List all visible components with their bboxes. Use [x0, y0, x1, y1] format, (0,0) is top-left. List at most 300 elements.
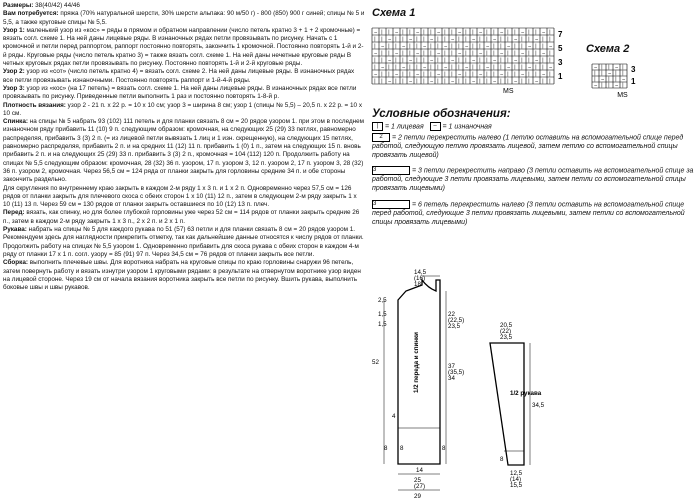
sleeve-label: 1/2 рукава: [510, 390, 542, 397]
stitch-symbol: –: [395, 29, 399, 36]
sleeve-top-1: 20,5: [500, 322, 513, 329]
stitch-symbol: –: [594, 82, 598, 89]
stitch-symbol: –: [472, 36, 476, 43]
stitch-symbol: |: [416, 36, 418, 43]
stitch-symbol: |: [500, 64, 502, 71]
stitch-symbol: |: [409, 29, 411, 36]
stitch-symbol: |: [521, 36, 523, 43]
stitch-symbol: |: [479, 78, 481, 85]
stitch-symbol: |: [465, 50, 467, 57]
body-right-dim-3: 23,5: [448, 323, 461, 330]
stitch-symbol: |: [374, 78, 376, 85]
row-number: 1: [558, 72, 563, 81]
body-left-dim-3: 1,5: [378, 321, 387, 328]
sleeve-top-3: 23,5: [500, 334, 513, 341]
stitch-symbol: |: [381, 36, 383, 43]
body-hem-2: 8: [400, 445, 404, 452]
stitch-symbol: –: [430, 57, 434, 64]
sleeve-diagram: [480, 315, 560, 499]
instruction-label: Узор 2:: [3, 68, 25, 76]
instruction-text: пряжа (70% натуральной шерсти, 30% шерсти альпака: 90 м/50 г) - 800 (850) 900 г синей; спицы № 5 и 5,5, а также круговые спицы № 5,5.: [3, 10, 365, 26]
body-label: 1/2 переда и спинки: [413, 332, 420, 393]
body-right-dim-5: (35,5): [448, 369, 465, 376]
instruction-label: Перед:: [3, 209, 25, 217]
stitch-symbol: |: [542, 64, 544, 71]
cross3r-symbol-icon: 3: [372, 166, 410, 175]
legend-cross2-text: = 2 петли перекрестить налево (1 петлю оставить на вспомогательной спице перед работой, следующую петлю провязать лицевой, затем петлю со вспомогательной спицы провязать лицевой): [372, 134, 684, 160]
stitch-symbol: –: [402, 64, 406, 71]
stitch-symbol: |: [458, 57, 460, 64]
stitch-symbol: |: [615, 76, 617, 83]
instruction-label: Рукава:: [3, 226, 27, 234]
stitch-symbol: –: [458, 50, 462, 57]
stitch-symbol: |: [416, 57, 418, 64]
stitch-symbol: |: [507, 29, 509, 36]
body-right-dim-6: 34: [448, 375, 455, 382]
stitch-symbol: |: [423, 57, 425, 64]
instruction-text: вязать, как спинку, но для более глубокой горловины уже через 52 см = 114 рядов от планки закрыть средние 26 п., затем в каждом 2-м ряду закрыть 1 x 3 п., 2 x 2 п. и 2 x 1 п.: [3, 209, 360, 225]
stitch-symbol: –: [535, 57, 539, 64]
stitch-symbol: |: [395, 78, 397, 85]
stitch-symbol: |: [451, 29, 453, 36]
stitch-symbol: –: [493, 36, 497, 43]
instruction-paragraph: [3, 118, 365, 184]
stitch-symbol: –: [423, 64, 427, 71]
knit-symbol-icon: |: [372, 122, 383, 131]
stitch-symbol: |: [388, 29, 390, 36]
body-right-dim-2: (22,5): [448, 317, 465, 324]
stitch-symbol: |: [622, 70, 624, 77]
stitch-symbol: –: [430, 36, 434, 43]
instruction-paragraph: [3, 27, 365, 68]
stitch-symbol: |: [409, 50, 411, 57]
instruction-label: Размеры:: [3, 2, 34, 9]
stitch-symbol: |: [493, 64, 495, 71]
stitch-symbol: |: [444, 78, 446, 85]
stitch-symbol: –: [388, 36, 392, 43]
stitch-symbol: |: [402, 29, 404, 36]
stitch-symbol: –: [451, 78, 455, 85]
instruction-label: Узор 3:: [3, 84, 25, 92]
stitch-symbol: –: [507, 64, 511, 71]
body-left-dim-1: 2,5: [378, 297, 387, 304]
stitch-symbol: |: [458, 78, 460, 85]
sleeve-top-2: (22): [500, 328, 512, 335]
stitch-symbol: –: [500, 29, 504, 36]
stitch-symbol: –: [402, 43, 406, 50]
instruction-paragraph: [3, 185, 365, 210]
stitch-symbol: |: [465, 57, 467, 64]
stitch-symbol: |: [451, 50, 453, 57]
stitch-symbol: –: [493, 57, 497, 64]
stitch-symbol: |: [601, 64, 603, 71]
stitch-symbol: –: [549, 43, 553, 50]
stitch-symbol: |: [430, 29, 432, 36]
stitch-symbol: |: [594, 70, 596, 77]
stitch-symbol: –: [535, 36, 539, 43]
stitch-symbol: |: [416, 78, 418, 85]
stitch-symbol: |: [395, 57, 397, 64]
stitch-symbol: |: [542, 57, 544, 64]
stitch-symbol: |: [430, 50, 432, 57]
sleeve-bottom-2: (14): [510, 476, 522, 483]
instruction-text: 38(40/42) 44/46: [33, 2, 80, 9]
stitch-symbol: |: [507, 78, 509, 85]
stitch-symbol: –: [430, 78, 434, 85]
instruction-text: выполнить плечевые швы. Для воротника набрать на круговые спицы по краю горловины снаружи 96 петель, затем повернуть работу и вязать изнутри узором 1 круговыми рядами: в результате на отвернутом воротнике узор виден на лицевой стороне. Через 19 см от начала вязания воротника закрыть все петли по рисунку. Вшить рукава, выполнить боковые швы и швы рукавов.: [3, 259, 361, 292]
stitch-symbol: |: [444, 50, 446, 57]
stitch-symbol: |: [507, 50, 509, 57]
stitch-symbol: |: [465, 71, 467, 78]
instruction-paragraph: [3, 68, 365, 85]
stitch-symbol: |: [451, 43, 453, 50]
row-number: 3: [631, 65, 636, 74]
stitch-symbol: –: [535, 78, 539, 85]
stitch-symbol: –: [514, 57, 518, 64]
stitch-symbol: |: [521, 57, 523, 64]
stitch-symbol: |: [472, 43, 474, 50]
stitch-symbol: |: [535, 64, 537, 71]
body-right-dim-1: 22: [448, 311, 455, 318]
stitch-symbol: –: [514, 78, 518, 85]
stitch-symbol: –: [500, 71, 504, 78]
stitch-symbol: |: [423, 78, 425, 85]
stitch-symbol: –: [493, 78, 497, 85]
instruction-label: Плотность вязания:: [3, 101, 66, 109]
stitch-symbol: |: [437, 43, 439, 50]
body-waist: 4: [392, 413, 396, 420]
stitch-symbol: |: [402, 71, 404, 78]
stitch-symbol: |: [514, 43, 516, 50]
stitch-symbol: –: [381, 43, 385, 50]
stitch-symbol: |: [535, 71, 537, 78]
stitch-symbol: |: [514, 50, 516, 57]
stitch-symbol: |: [430, 64, 432, 71]
stitch-symbol: –: [465, 64, 469, 71]
stitch-symbol: |: [458, 43, 460, 50]
stitch-symbol: |: [507, 36, 509, 43]
legend-cross3r: [372, 166, 698, 193]
stitch-symbol: –: [542, 29, 546, 36]
instruction-text: маленький узор из «кос» = ряды в прямом и обратном направлении (число петель кратно 3 + 1 + 2 кромочные) = вязать согл. схеме 1. На ней даны лицевые ряды. В изнаночных рядах петли провязывать по рисунку. Начать с 1 кромочной и петли перед раппортом, раппорт постоянно повторять, закончить 1 кромочной. Постоянно повторять 1-й и 2-й ряды. Круговые ряды (число петель кратно 3) = также вязать согл. схеме 1. На ней даны нечетные круговые ряды В четных круговых рядах петли провязывать по рисунку. Постоянно повторять 1-й и 2-й круговые ряды.: [3, 26, 364, 68]
stitch-symbol: |: [423, 50, 425, 57]
stitch-symbol: |: [444, 29, 446, 36]
stitch-symbol: –: [451, 36, 455, 43]
stitch-symbol: –: [528, 43, 532, 50]
legend-knit: = 1 лицевая: [384, 123, 424, 131]
stitch-symbol: |: [500, 57, 502, 64]
stitch-symbol: |: [409, 43, 411, 50]
stitch-symbol: –: [416, 50, 420, 57]
stitch-symbol: |: [374, 57, 376, 64]
instructions-text: [3, 2, 365, 292]
stitch-symbol: |: [437, 78, 439, 85]
stitch-symbol: –: [444, 64, 448, 71]
stitch-symbol: |: [395, 64, 397, 71]
stitch-symbol: |: [601, 82, 603, 89]
stitch-symbol: –: [416, 29, 420, 36]
stitch-symbol: |: [608, 64, 610, 71]
stitch-symbol: |: [402, 36, 404, 43]
stitch-symbol: |: [423, 29, 425, 36]
instruction-paragraph: [3, 85, 365, 102]
stitch-symbol: –: [381, 64, 385, 71]
instruction-text: набрать на спицы № 5 для каждого рукава по 51 (57) 63 петли и для планки связать 8 см = 20 рядов узором 1. Рекомендуем здесь для наглядности прикрепить отметку, так как дальнейшие данные относятся к числу рядов от планки. Продолжить работу на спицах № 5,5 узором 1. Одновременно прибавить для скоса рукава с обеих сторон в каждом 4-м ряду от планки 17 x 1 п. согл. узору = 85 (91) 97 п. Через 34,5 см = 76 рядов от планки закрыть все петли.: [3, 226, 364, 258]
instruction-label: Узор 1:: [3, 26, 25, 34]
stitch-symbol: |: [528, 29, 530, 36]
stitch-symbol: |: [542, 78, 544, 85]
stitch-symbol: –: [409, 36, 413, 43]
stitch-symbol: –: [395, 71, 399, 78]
stitch-symbol: –: [472, 57, 476, 64]
stitch-symbol: |: [528, 71, 530, 78]
scheme2-chart: [590, 60, 650, 98]
instruction-paragraph: [3, 209, 365, 226]
stitch-symbol: –: [388, 78, 392, 85]
stitch-symbol: |: [402, 78, 404, 85]
body-bottom-2: (27): [414, 483, 426, 490]
stitch-symbol: |: [507, 57, 509, 64]
stitch-symbol: |: [601, 70, 603, 77]
row-number: 5: [558, 44, 563, 53]
stitch-symbol: –: [486, 43, 490, 50]
stitch-symbol: –: [507, 43, 511, 50]
body-bottom-3: 29: [414, 493, 421, 500]
stitch-symbol: |: [465, 78, 467, 85]
stitch-symbol: –: [465, 43, 469, 50]
stitch-symbol: |: [615, 70, 617, 77]
instruction-label: Сборка:: [3, 259, 28, 267]
stitch-symbol: |: [444, 71, 446, 78]
stitch-symbol: –: [622, 76, 626, 83]
scheme2-title: Схема 2: [586, 43, 630, 55]
stitch-symbol: |: [472, 71, 474, 78]
stitch-symbol: |: [381, 71, 383, 78]
sleeve-bottom-3: 15,5: [510, 482, 523, 489]
stitch-symbol: |: [528, 36, 530, 43]
stitch-symbol: |: [535, 29, 537, 36]
stitch-symbol: –: [479, 71, 483, 78]
stitch-symbol: |: [409, 64, 411, 71]
stitch-symbol: |: [374, 43, 376, 50]
stitch-symbol: |: [528, 78, 530, 85]
body-top-dim-1: 14,5: [414, 269, 427, 276]
stitch-symbol: |: [381, 78, 383, 85]
stitch-symbol: |: [521, 43, 523, 50]
stitch-symbol: |: [549, 50, 551, 57]
stitch-symbol: |: [430, 71, 432, 78]
stitch-symbol: |: [514, 64, 516, 71]
sleeve-hem: 8: [500, 456, 504, 463]
stitch-symbol: |: [444, 36, 446, 43]
purl-symbol-icon: –: [430, 122, 441, 131]
stitch-symbol: |: [542, 43, 544, 50]
legend-cross3r-text: = 3 петли перекрестить направо (3 петли оставить на вспомогательной спице за работой, следующие 3 петли провязать лицевыми, затем петли со вспомогательной спицы провязать лицевыми): [372, 167, 694, 193]
stitch-symbol: –: [615, 82, 619, 89]
body-diagram: [370, 268, 480, 500]
stitch-symbol: |: [535, 43, 537, 50]
body-top-dim-3: 18: [414, 281, 421, 288]
stitch-symbol: –: [416, 71, 420, 78]
stitch-symbol: |: [381, 29, 383, 36]
legend-purl: = 1 изнаночная: [442, 123, 492, 131]
stitch-symbol: –: [615, 64, 619, 71]
stitch-symbol: |: [549, 57, 551, 64]
stitch-symbol: |: [514, 29, 516, 36]
cross2-symbol-icon: 2: [372, 133, 390, 142]
stitch-symbol: –: [458, 71, 462, 78]
stitch-symbol: |: [608, 82, 610, 89]
stitch-symbol: –: [423, 43, 427, 50]
scheme1-chart: [370, 24, 585, 99]
stitch-symbol: –: [409, 78, 413, 85]
stitch-symbol: |: [486, 71, 488, 78]
stitch-symbol: –: [409, 57, 413, 64]
stitch-symbol: |: [472, 29, 474, 36]
stitch-symbol: |: [549, 29, 551, 36]
stitch-symbol: |: [381, 50, 383, 57]
stitch-symbol: |: [416, 43, 418, 50]
stitch-symbol: |: [521, 64, 523, 71]
stitch-symbol: –: [458, 29, 462, 36]
stitch-symbol: –: [521, 29, 525, 36]
legend-cross3l-text: = 6 петель перекрестить налево (3 петли оставить на вспомогательной спице перед работой, следующие 3 петли провязать лицевыми, затем петли со вспомогательной спицы провязать лицевыми): [372, 201, 685, 227]
stitch-symbol: –: [479, 50, 483, 57]
stitch-symbol: –: [521, 50, 525, 57]
stitch-symbol: |: [374, 36, 376, 43]
stitch-symbol: –: [451, 57, 455, 64]
stitch-symbol: –: [472, 78, 476, 85]
body-bottom-small: 14: [416, 467, 423, 474]
stitch-symbol: |: [381, 57, 383, 64]
body-hem-3: 8: [442, 445, 446, 452]
stitch-symbol: |: [622, 64, 624, 71]
body-hem-1: 8: [384, 445, 388, 452]
stitch-symbol: |: [388, 50, 390, 57]
stitch-symbol: |: [479, 36, 481, 43]
body-top-dim-2: (16): [414, 275, 426, 282]
stitch-symbol: |: [395, 43, 397, 50]
instruction-text: узор 2 - 21 п. x 22 р. = 10 x 10 см; узор 3 = ширина 8 см; узор 1 (спицы № 5,5) – 20,5 п. x 22 р. = 10 x 10 см.: [3, 101, 363, 117]
instruction-text: узор из «кос» (на 17 петель) = вязать согл. схеме 1. На ней даны лицевые ряды. В изнаночных рядах все петли провязывать по рисунку. Приведенные петли выполнить 1 раз и постоянно повторять 1-8-й р.: [3, 84, 357, 101]
stitch-symbol: –: [500, 50, 504, 57]
instruction-paragraph: [3, 10, 365, 27]
stitch-symbol: |: [402, 57, 404, 64]
stitch-symbol: |: [549, 36, 551, 43]
stitch-symbol: –: [486, 64, 490, 71]
row-number: 1: [631, 77, 636, 86]
legend-cross3l: [372, 200, 698, 227]
row-number: 3: [558, 58, 563, 67]
stitch-symbol: –: [594, 64, 598, 71]
stitch-symbol: |: [465, 29, 467, 36]
instruction-text: узор из «сот» (число петель кратно 4) = вязать согл. схеме 2. На ней даны лицевые ряды. В изнаночных рядах все петли провязывать изнаночными. Постоянно повторять раппорт и 1-й-4-й ряды.: [3, 68, 355, 84]
instruction-label: Спинка:: [3, 118, 28, 126]
stitch-symbol: |: [486, 50, 488, 57]
stitch-symbol: |: [521, 78, 523, 85]
stitch-symbol: |: [594, 76, 596, 83]
instruction-text: Для скругления по внутреннему краю закрыть в каждом 2-м ряду 1 x 3 п. и 1 x 2 п. Одновременно через 57,5 см = 126 рядов от планки закрыть для плечевого скоса с обеих сторон 1 x 10 (11) 12 п., затем в следующем 2-м ряду закрыть 1 x 10 (11) 13 п. Через 59 см = 130 рядов от планки закрыть оставшиеся по 10 (12) 13 п. плеч.: [3, 184, 357, 209]
stitch-symbol: –: [542, 50, 546, 57]
stitch-symbol: |: [493, 50, 495, 57]
stitch-symbol: |: [500, 78, 502, 85]
stitch-symbol: |: [416, 64, 418, 71]
stitch-symbol: |: [388, 71, 390, 78]
stitch-symbol: |: [500, 36, 502, 43]
stitch-symbol: |: [472, 64, 474, 71]
sleeve-bottom-1: 12,5: [510, 470, 523, 477]
repeat-label: MS: [503, 88, 514, 95]
stitch-symbol: –: [528, 64, 532, 71]
stitch-symbol: |: [507, 71, 509, 78]
stitch-symbol: |: [451, 71, 453, 78]
stitch-symbol: |: [402, 50, 404, 57]
stitch-symbol: |: [493, 43, 495, 50]
body-right-dim-4: 37: [448, 363, 455, 370]
body-side-height: 52: [372, 359, 379, 366]
legend-title: Условные обозначения:: [372, 108, 511, 120]
stitch-symbol: –: [601, 76, 605, 83]
stitch-symbol: |: [437, 57, 439, 64]
stitch-symbol: –: [374, 50, 378, 57]
stitch-symbol: –: [549, 64, 553, 71]
stitch-symbol: |: [549, 71, 551, 78]
stitch-symbol: |: [388, 43, 390, 50]
instruction-text: на спицы № 5 набрать 93 (102) 111 петель и для планки связать 8 см = 20 рядов узором 1. при этом в последнем изнаночном ряду прибавить 11 (10) 9 п. следующим образом: кромочная, на следующих 25 (29) 33 петлях, равномерно распределяя, прибавить 3 (3) 2 п. (= из лицевой петли вывязать 1 лиц и 1 изн. скрещенную), на следующих 15 петлях, равномерно распределяя, прибавить 2 п. и на средних 11 (12) 11 п. прибавить 1 (0) 1 п., затем на следующих 15 п. вновь прибавить 2 п. и на следующих 25 (29) 33 п. прибавить 3 (3) 2 п., кромочная = 104 (112) 120 п. Продолжить работу на спицах № 5,5 следующим образом: кромочная, 28 (32) 36 п. узором, 17 п. узором 3, 12 п. узором 2, 17 п. узором 3, 28 (32) 36 п. узором 2, кромочная. Через 56,5 см = 124 ряда от планки закрыть для горловины средние 34 п. и обе стороны закончить раздельно.: [3, 118, 365, 184]
stitch-symbol: |: [479, 43, 481, 50]
instruction-paragraph: [3, 102, 365, 119]
stitch-symbol: |: [514, 71, 516, 78]
stitch-symbol: –: [437, 71, 441, 78]
stitch-symbol: |: [479, 64, 481, 71]
scheme1-title: Схема 1: [372, 7, 416, 19]
stitch-symbol: |: [486, 36, 488, 43]
stitch-symbol: –: [608, 70, 612, 77]
stitch-symbol: |: [528, 57, 530, 64]
repeat-label: MS: [617, 92, 628, 98]
stitch-symbol: –: [514, 36, 518, 43]
stitch-symbol: –: [388, 57, 392, 64]
stitch-symbol: |: [486, 78, 488, 85]
stitch-symbol: |: [465, 36, 467, 43]
sleeve-height: 34,5: [532, 402, 545, 409]
body-bottom-1: 25: [414, 477, 421, 484]
stitch-symbol: |: [528, 50, 530, 57]
stitch-symbol: |: [444, 57, 446, 64]
legend-cross2: [372, 133, 698, 160]
stitch-symbol: |: [472, 50, 474, 57]
stitch-symbol: –: [437, 29, 441, 36]
row-number: 7: [558, 30, 563, 39]
stitch-symbol: –: [444, 43, 448, 50]
stitch-symbol: |: [374, 64, 376, 71]
stitch-symbol: |: [458, 64, 460, 71]
stitch-symbol: |: [437, 64, 439, 71]
stitch-symbol: |: [388, 64, 390, 71]
instruction-paragraph: [3, 259, 365, 292]
stitch-symbol: –: [479, 29, 483, 36]
cross3l-symbol-icon: 3: [372, 200, 410, 209]
stitch-symbol: |: [430, 43, 432, 50]
stitch-symbol: |: [486, 57, 488, 64]
stitch-symbol: |: [549, 78, 551, 85]
stitch-symbol: |: [458, 36, 460, 43]
stitch-symbol: |: [493, 71, 495, 78]
stitch-symbol: |: [479, 57, 481, 64]
stitch-symbol: |: [622, 82, 624, 89]
legend-knit-purl: [372, 122, 698, 131]
stitch-symbol: |: [542, 36, 544, 43]
